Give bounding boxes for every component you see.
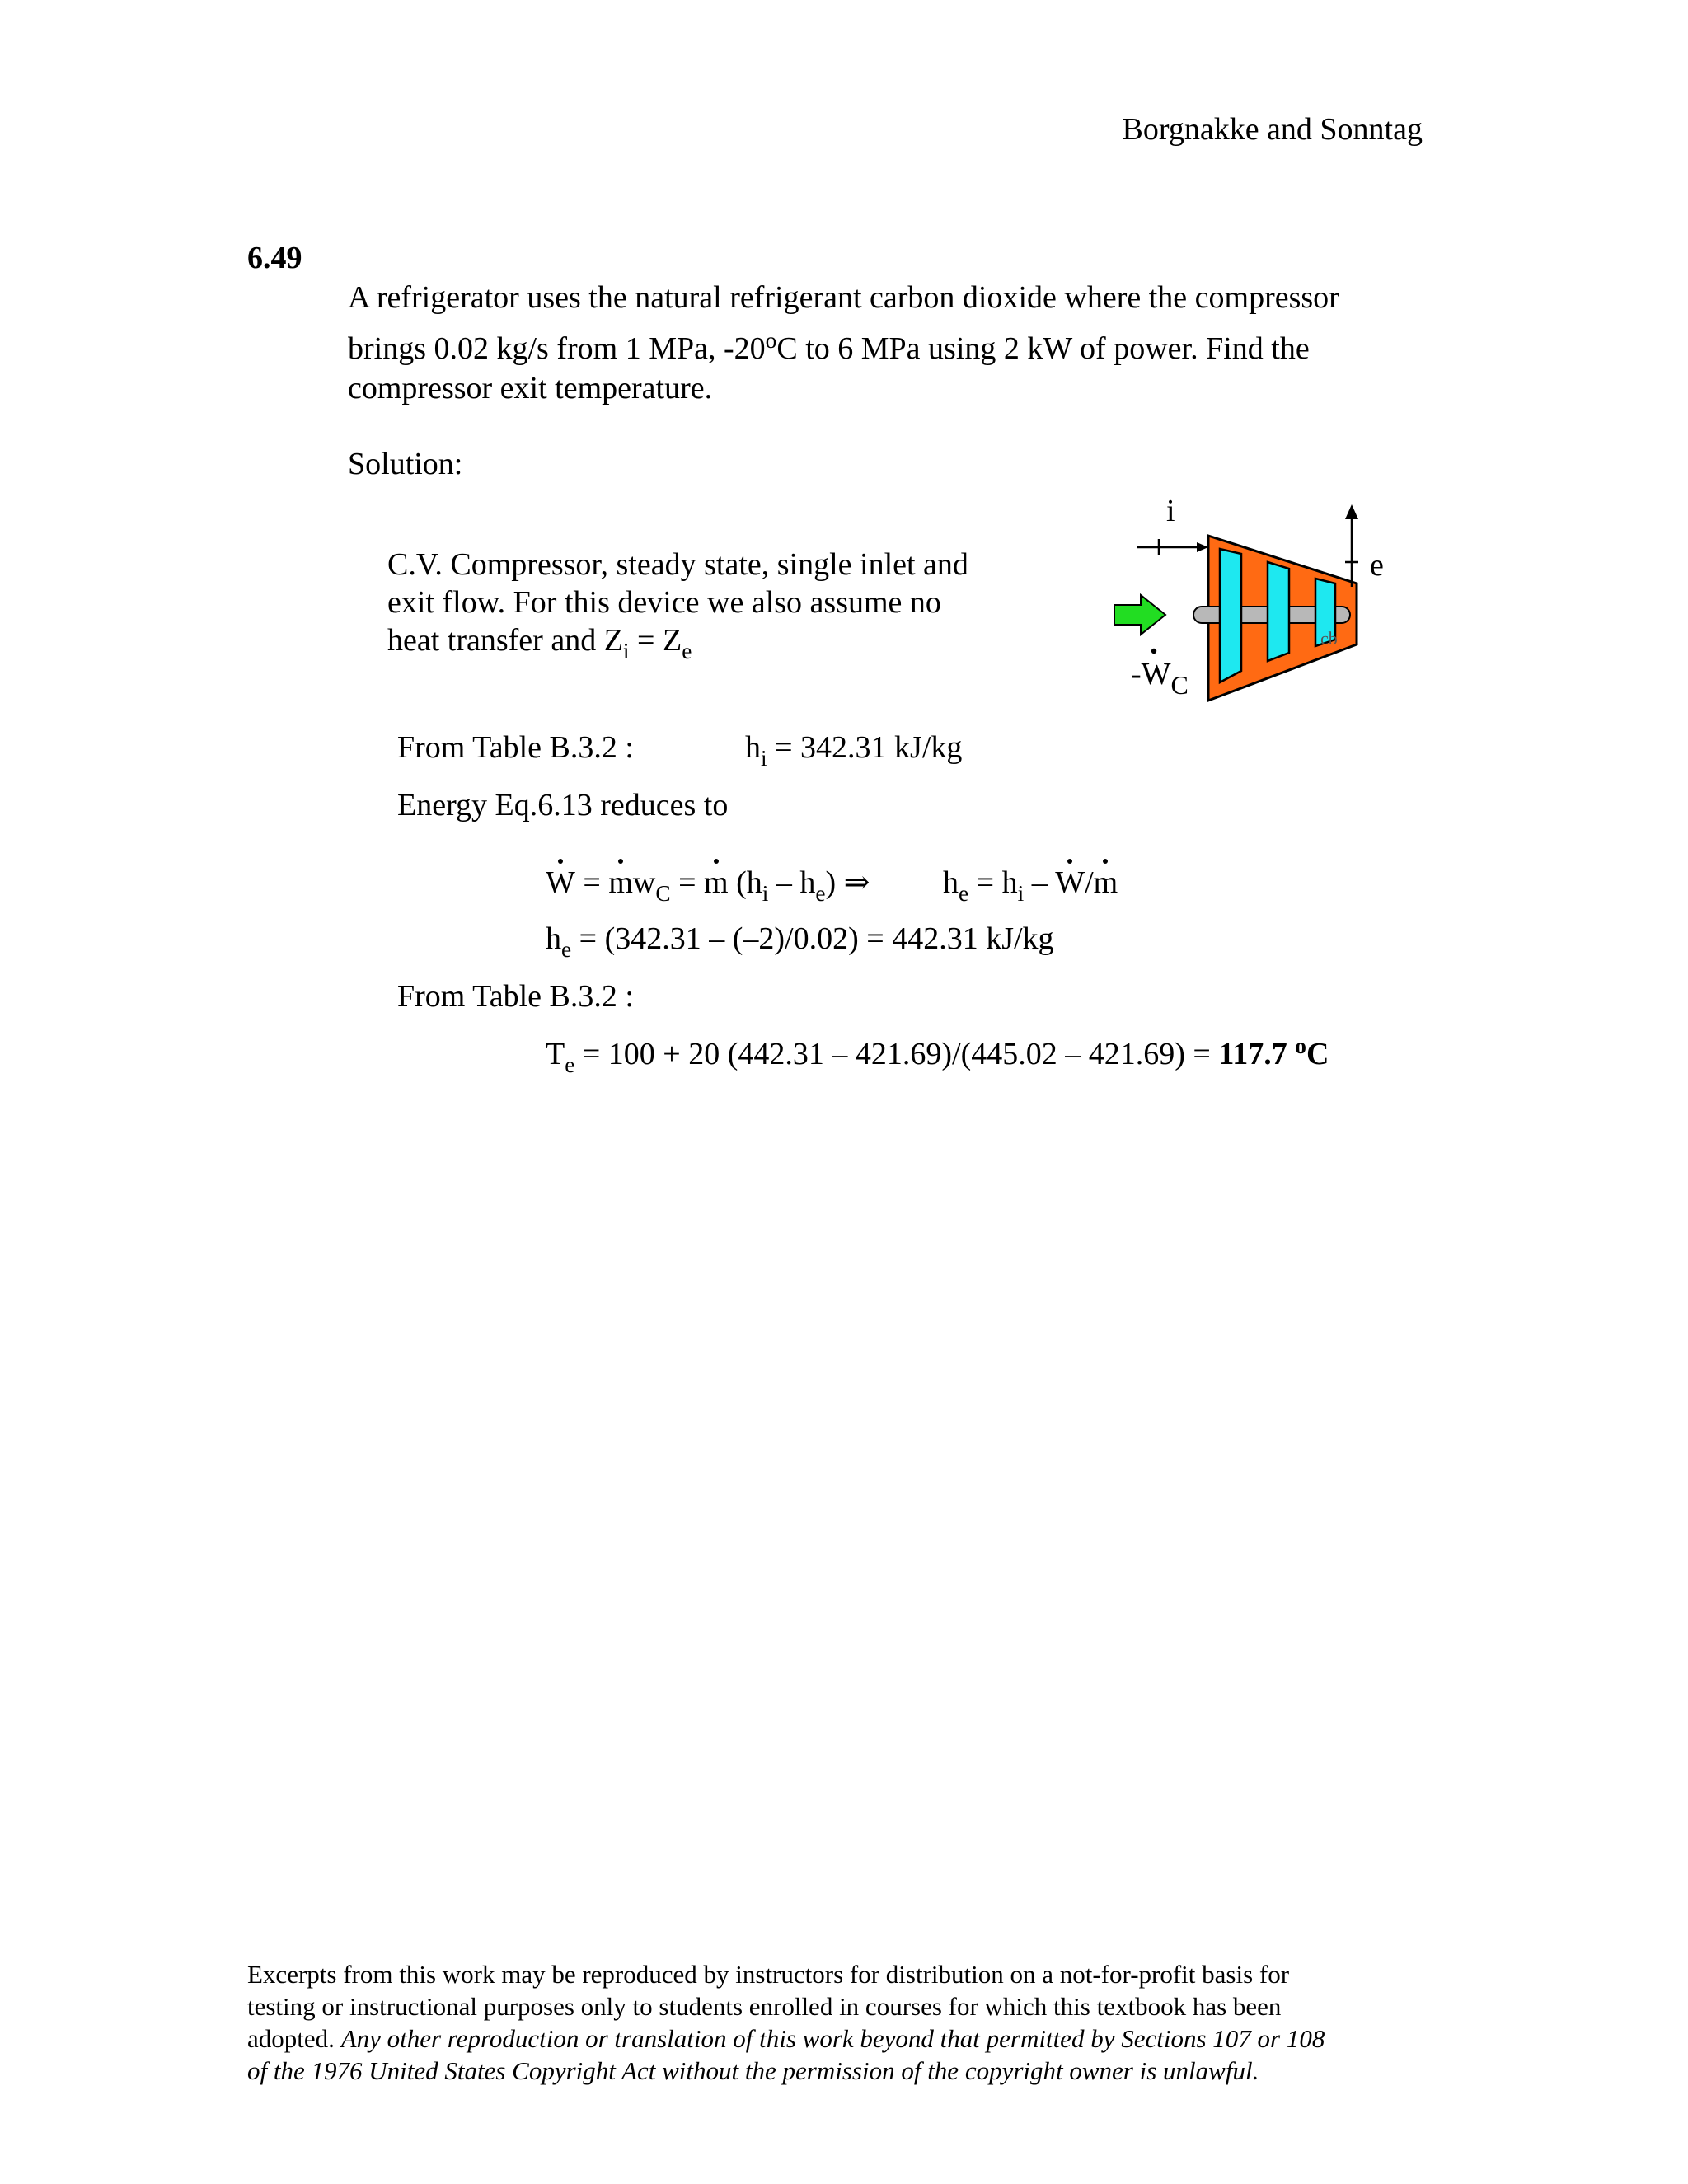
control-boundary-label: cb [1320,628,1338,649]
work-input-arrow [1114,595,1165,635]
problem-statement-line-3: compressor exit temperature. [348,371,713,405]
footer-line-3 [247,2022,1325,2055]
solution-label: Solution: [348,447,463,481]
subscript-i: i [622,639,630,664]
sub-e: e [561,937,572,963]
subscript-e: e [682,639,692,664]
inlet-label: i [1166,494,1175,528]
exit-label: e [1370,548,1384,583]
hi-value: = 342.31 kJ/kg [767,730,963,765]
cv-text: heat transfer and Z [387,623,623,658]
problem-statement-line-1: A refrigerator uses the natural refrigerant carbon dioxide where the compressor [348,280,1339,315]
sub-c: C [655,881,671,907]
equation-1-result [943,864,1118,907]
equation-1 [546,864,870,907]
sub-i: i [762,881,769,907]
problem-number: 6.49 [247,241,302,275]
eq-text: = h [968,865,1018,900]
table-reference-1: From Table B.3.2 : [397,730,634,765]
equation-3 [546,1035,1329,1076]
sub-e: e [959,881,969,907]
eq-text: – [1024,865,1056,900]
table-reference-2: From Table B.3.2 : [397,979,634,1014]
eq-text: = (342.31 – (–2)/0.02) = 442.31 kJ/kg [571,921,1054,956]
footer-italic: Any other reproduction or translation of this work beyond that permitted by Sections 107 or 108 [340,2024,1325,2053]
eq-text: = 100 + 20 (442.31 – 421.69)/(445.02 – 421.69) = [574,1037,1219,1071]
compressor-blade-1 [1220,549,1241,682]
answer-value: 117.7 [1218,1037,1296,1071]
answer-unit: C [1306,1037,1329,1071]
problem-statement-line-2 [348,327,1310,370]
eq-text: ) ⇒ [825,865,870,900]
te-symbol: T [546,1037,565,1071]
eq-text: (h [728,865,762,900]
footer-line-4 [247,2055,1259,2087]
final-answer [1218,1033,1329,1071]
sub-e: e [565,1052,575,1078]
energy-equation-label: Energy Eq.6.13 reduces to [397,788,729,823]
footer-line-1: Excerpts from this work may be reproduced by instructors for distribution on a not-for-profit basis for [247,1960,1290,1989]
compressor-blade-2 [1268,562,1289,661]
inlet-enthalpy [745,729,962,769]
degree-symbol: o [1295,1033,1306,1058]
work-label-sub: C [1170,670,1189,700]
statement-text: C to 6 MPa using 2 kW of power. Find the [776,331,1310,366]
sub-e: e [815,881,826,907]
he-symbol: h [943,865,959,900]
work-label-minus: - [1131,657,1142,691]
footer-plain: adopted. [247,2024,341,2053]
m-dot: m [704,865,729,900]
he-symbol: h [546,921,561,956]
statement-text: brings 0.02 kg/s from 1 MPa, -20 [348,331,766,366]
degree-symbol: o [765,327,777,353]
work-label [1131,657,1189,700]
hi-symbol: h [745,730,761,765]
m-dot: m [1093,865,1118,900]
eq-text: w [632,865,656,900]
footer-italic: of the 1976 United States Copyright Act without the permission of the copyright owner is unlawful. [247,2056,1259,2085]
work-label-dot [1151,649,1156,654]
eq-text: / [1085,865,1094,900]
cv-line-1: C.V. Compressor, steady state, single inlet and [387,547,968,582]
equation-2 [546,920,1054,963]
w-dot: W [1055,865,1085,900]
m-dot: m [608,865,633,900]
footer-line-2: testing or instructional purposes only to students enrolled in courses for which this textbook has been [247,1992,1282,2021]
sub-i: i [1017,881,1025,907]
header-authors: Borgnakke and Sonntag [1122,112,1423,147]
eq-text: = [574,865,609,900]
exit-arrowhead [1345,504,1358,519]
cv-text: = Z [629,623,682,658]
hi-subscript: i [761,746,767,771]
eq-text: – h [768,865,816,900]
eq-text: = [670,865,705,900]
w-dot: W [546,865,575,900]
work-label-w: W [1141,657,1171,691]
compressor-diagram [1104,491,1418,714]
cv-line-3 [387,621,692,662]
cv-line-2: exit flow. For this device we also assume no [387,585,941,620]
inlet-arrowhead [1197,542,1208,552]
